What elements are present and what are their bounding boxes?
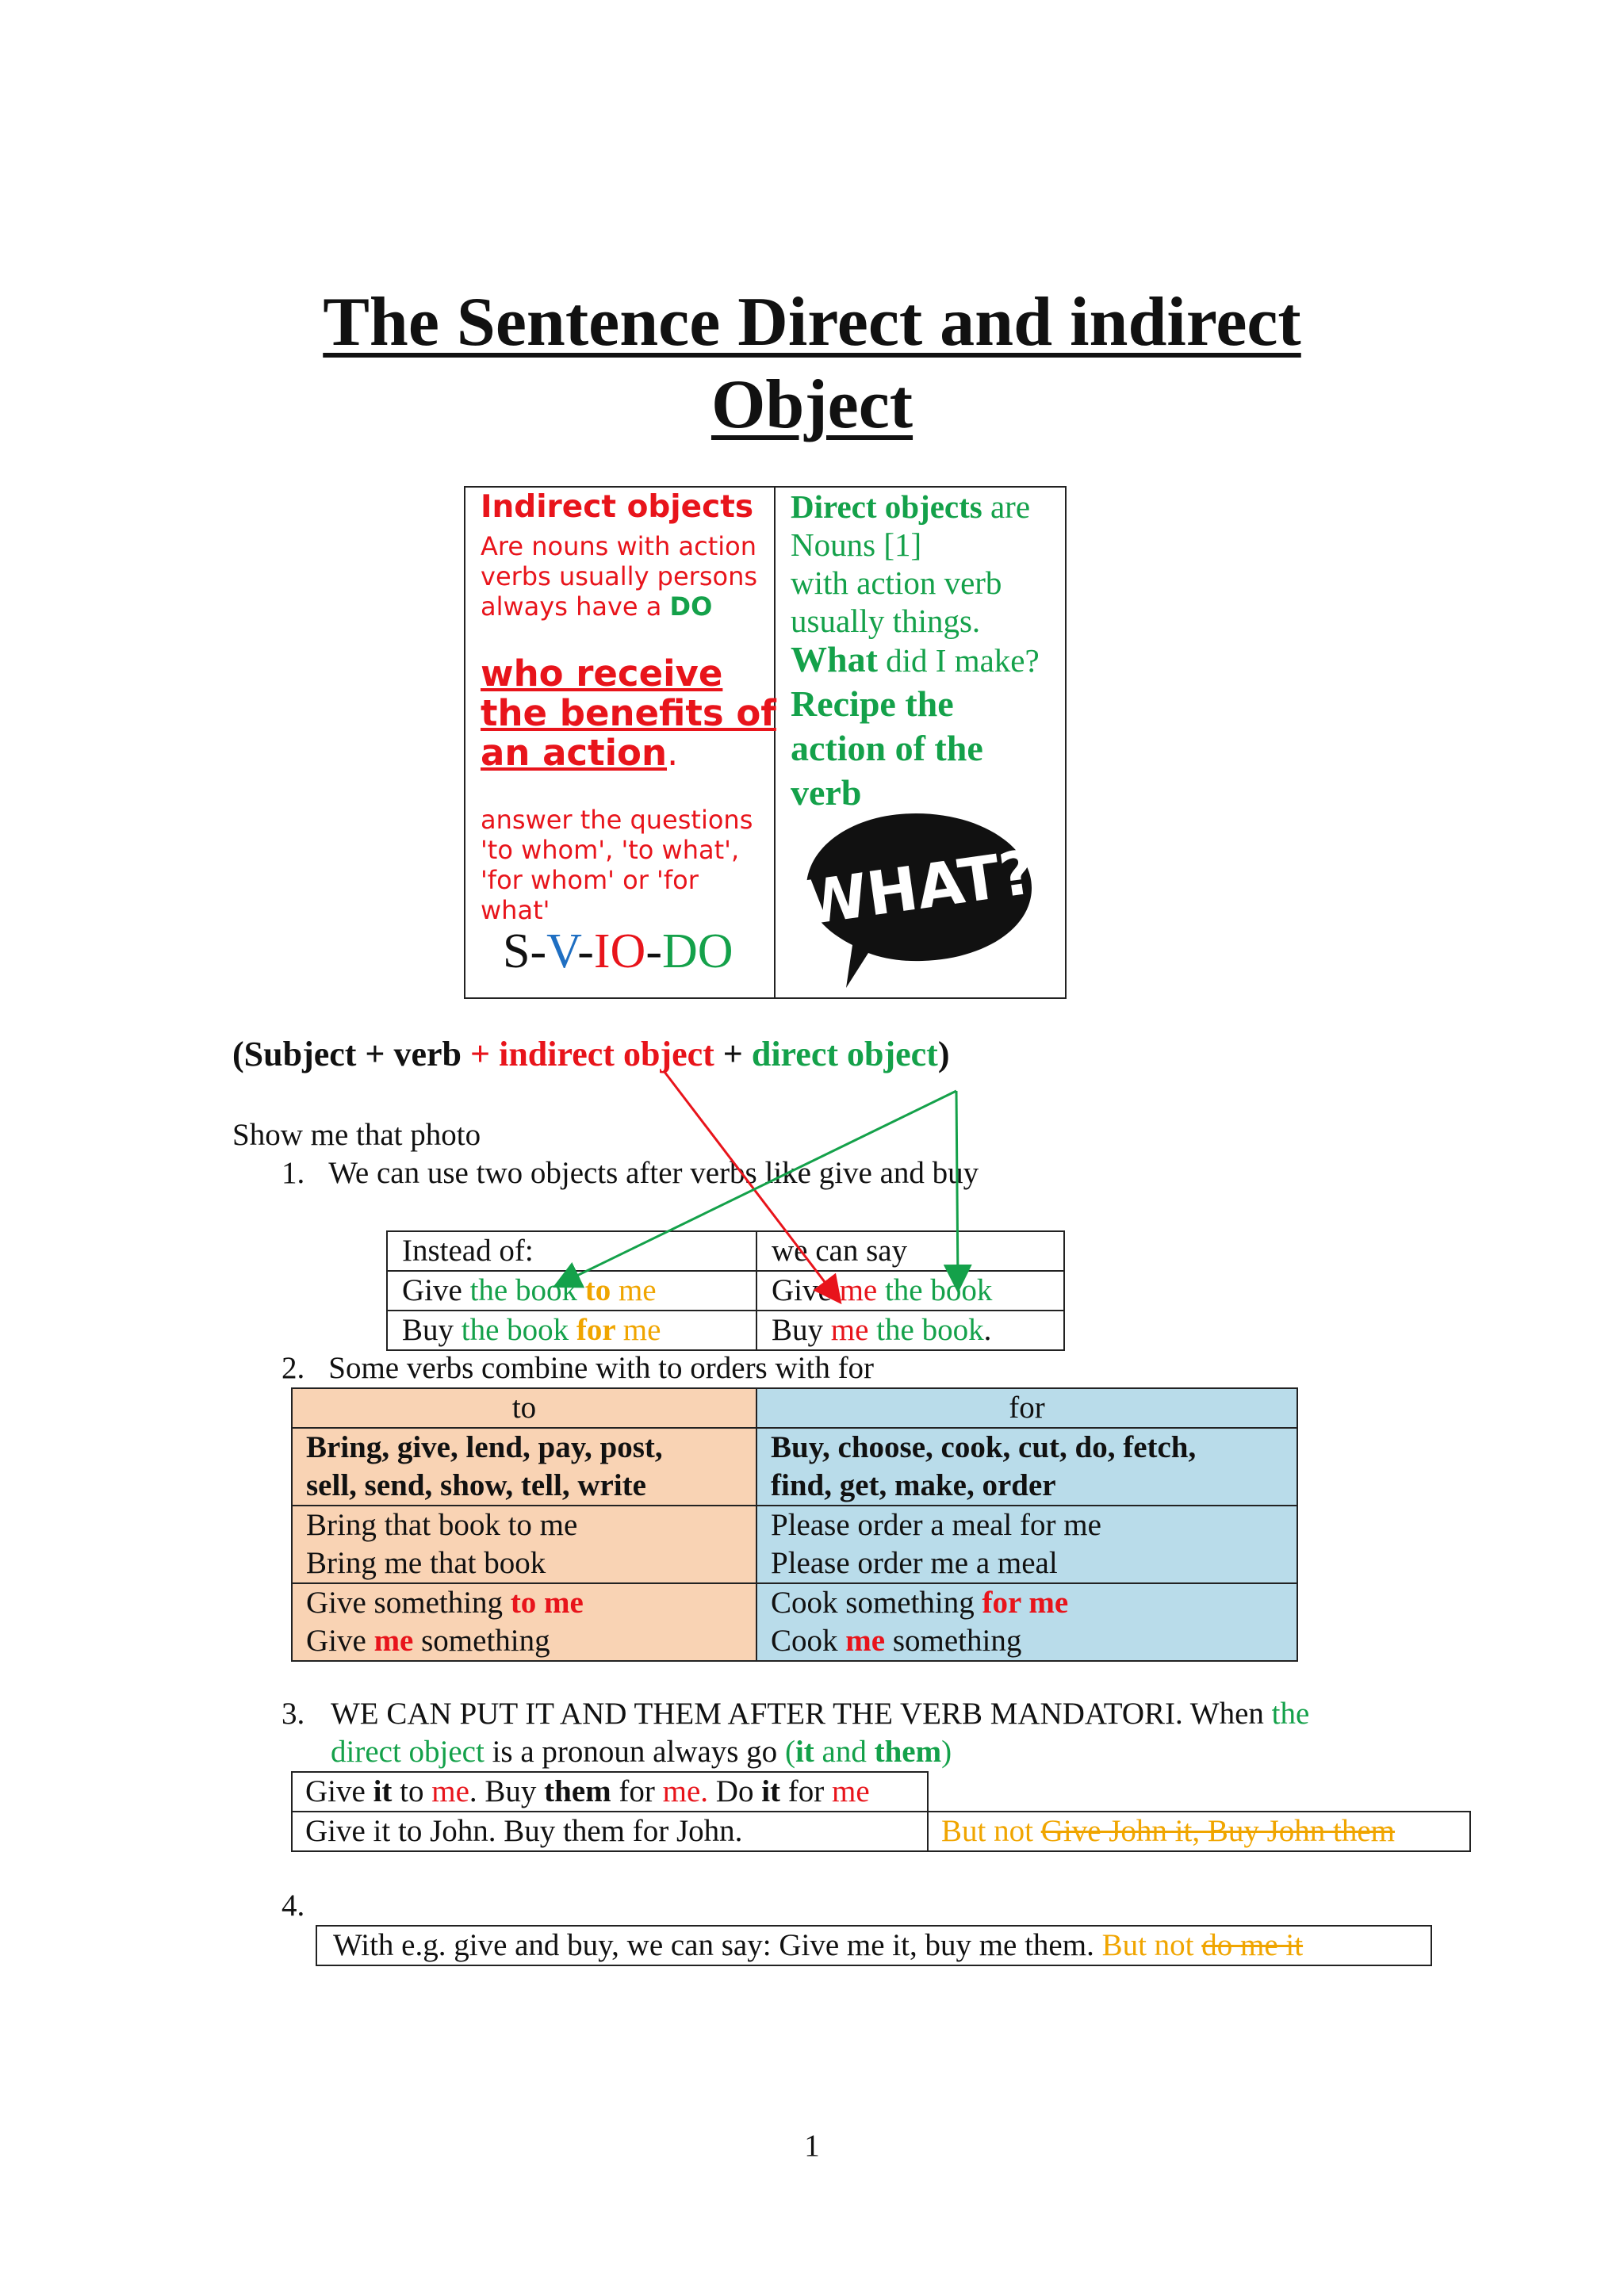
table-row [292,1583,1297,1661]
bubble-text: WHAT? [797,836,1040,939]
indirect-benefit: who receive the benefits of an action. [481,652,776,774]
table-header-to: to [292,1388,756,1428]
table-cell: Give it to John. Buy them for John. [292,1812,928,1851]
list-item-3: 3. WE CAN PUT IT AND THEM AFTER THE VERB MANDATORI. When the direct object is a pronoun always go (it and them) [282,1697,1310,1769]
table-row [292,1428,1297,1506]
object-order-formula: (Subject + verb + indirect object + direct object) [232,1035,950,1073]
to-for-verbs-table [291,1387,1298,1662]
direct-description: Direct objects are Nouns [1] with action verb usually things. [791,488,1031,639]
table-row [316,1926,1431,1965]
list-item-1: 1. We can use two objects after verbs like give and buy [282,1156,979,1190]
table-cell: But not Give John it, Buy John them [928,1812,1470,1851]
table-header-cell: Instead of: [387,1231,756,1271]
table-cell: Bring that book to me Bring me that book [292,1506,756,1583]
direct-recipe: Recipe the action of the verb [791,683,983,813]
table-cell: Cook something for me Cook me something [756,1583,1297,1661]
table-cell: Give me the book [756,1271,1064,1311]
indirect-description: Are nouns with action verbs usually persons always have a DO [481,531,758,622]
table-header-for: for [756,1388,1297,1428]
table-cell: Give something to me Give me something [292,1583,756,1661]
table-cell: Give it to me. Buy them for me. Do it for me [292,1772,928,1812]
item-4-box [316,1925,1432,1966]
indirect-questions: answer the questions 'to whom', 'to what', 'for whom' or 'for what' [481,805,753,925]
indirect-heading: Indirect objects [481,489,754,525]
table-cell: Please order a meal for me Please order me a meal [756,1506,1297,1583]
table-cell: Give the book to me [387,1271,756,1311]
direct-object-arrow-right [956,1091,958,1286]
table-cell: Bring, give, lend, pay, post, sell, send, show, tell, write [292,1428,756,1506]
table-row [292,1506,1297,1583]
table-cell: Buy the book for me [387,1311,756,1350]
indirect-object-arrow [665,1072,837,1299]
svio-formula: S-V-IO-DO [503,924,733,978]
table-row [292,1812,1470,1851]
table-header-cell: we can say [756,1231,1064,1271]
table-cell: Buy, choose, cook, cut, do, fetch, find, get, make, order [756,1428,1297,1506]
direct-object-arrow-left [559,1091,956,1284]
table-row [292,1388,1297,1428]
list-item-4-number: 4. [282,1888,305,1923]
table-cell: With e.g. give and buy, we can say: Give me it, buy me them. But not do me it [316,1926,1431,1965]
page-number: 1 [804,2129,820,2163]
example-sentence: Show me that photo [232,1118,481,1152]
pronoun-table [291,1771,1471,1852]
direct-what-question: What did I make? [791,639,1040,679]
title-line-1: The Sentence Direct and indirect [323,284,1301,361]
table-cell: Buy me the book. [756,1311,1064,1350]
title-line-2: Object [710,366,914,443]
table-cell-empty [928,1772,1470,1812]
list-item-2: 2. Some verbs combine with to orders with for [282,1351,875,1385]
table-row [292,1772,1470,1812]
